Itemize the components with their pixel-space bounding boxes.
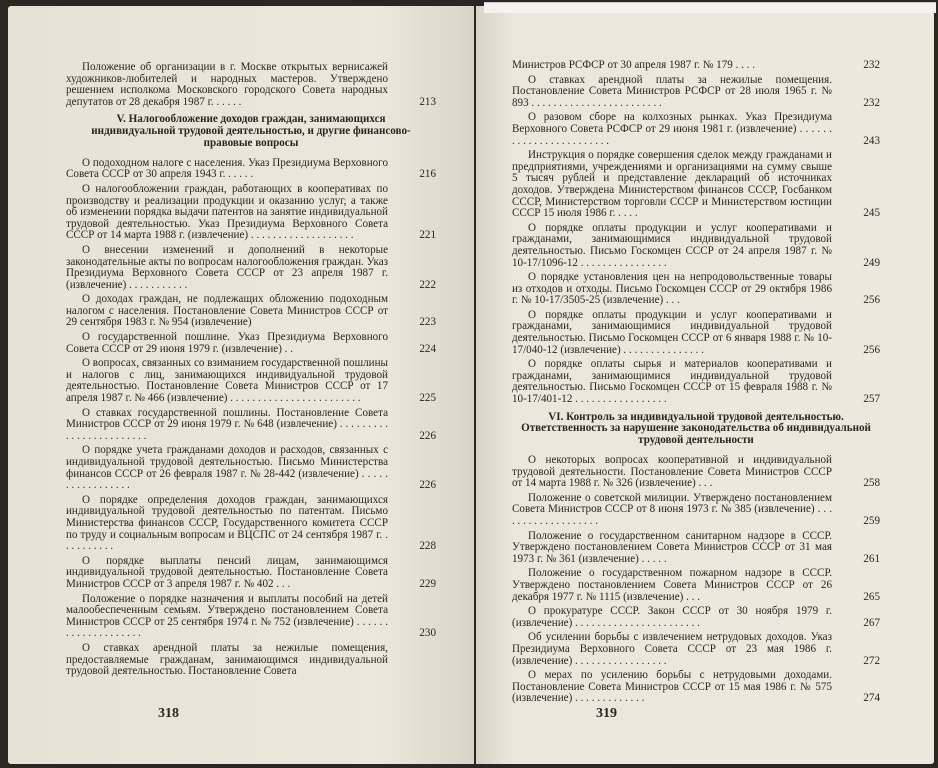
toc-entry xyxy=(512,670,880,705)
toc-entry-page: 216 xyxy=(419,168,436,181)
section-title-vi: VI. Контроль за индивидуальной трудовой деятельностью. Ответственность за нарушение законодательства об индивидуальной трудовой деятельности xyxy=(521,410,871,447)
left-page xyxy=(8,6,474,764)
toc-entry-page: 223 xyxy=(419,316,436,329)
toc-entry xyxy=(66,408,436,443)
toc-entry-text: О порядке определения доходов граждан, занимающихся индивидуальной трудовой деятельностью по патентам. Письмо Министерства финансов СССР, Государственного комитета СССР по труду и социальным вопросам и ВЦСПС от 24 сентября 1987 г. . . . . . . . . . . xyxy=(66,493,388,553)
left-page-contents xyxy=(66,62,436,681)
toc-entry-page: 272 xyxy=(863,654,880,667)
toc-entry-page: 245 xyxy=(863,207,880,220)
toc-entry-page: 256 xyxy=(863,343,880,356)
toc-entry-text: О некоторых вопросах кооперативной и индивидуальной трудовой деятельности. Постановление Совета Министров СССР от 14 марта 1988 г. № 326 (извлечение) . . . xyxy=(512,454,832,490)
toc-entry-text: О порядке учета гражданами доходов и расходов, связанных с индивидуальной трудовой деятельностью. Письмо Министерства финансов СССР от 26 февраля 1987 г. № 28-442 (извлечение) . . . . . . . . . . . . . . . . . xyxy=(66,444,388,492)
toc-entry-page: 226 xyxy=(419,479,436,492)
toc-entry-page: 230 xyxy=(419,627,436,640)
toc-entry-page: 257 xyxy=(863,393,880,406)
toc-entry-page: 229 xyxy=(419,577,436,590)
toc-entry-page: 226 xyxy=(419,429,436,442)
toc-entry xyxy=(512,112,880,147)
toc-entry xyxy=(66,556,436,591)
toc-entry xyxy=(512,568,880,603)
toc-entry xyxy=(512,60,880,72)
toc-entry-page: 232 xyxy=(863,59,880,71)
toc-entry xyxy=(512,150,880,220)
toc-entry-text: О налогообложении граждан, работающих в кооперативах по производству и реализации продукции и оказанию услуг, а также об изменении порядка выдачи патентов на занятие индивидуальной трудовой деятельностью. Указ Президиума Верховного Совета СССР от 14 марта 1988 г. (извлечение) . . . . . . . . . . . . . . . . . . . xyxy=(66,182,388,242)
toc-entry-text: О ставках арендной платы за нежилые помещения, предоставляемые гражданам, занимающимся индивидуальной трудовой деятельностью. Постановление Совета xyxy=(66,641,388,678)
toc-entry-text: О порядке оплаты сырья и материалов кооперативами и гражданами, занимающимися индивидуальной трудовой деятельностью. Письмо Госкомцен СССР от 15 февраля 1988 г. № 10-17/401-12 . . . . . . . . . . . . . . . . . xyxy=(512,358,832,406)
toc-entry-page: 228 xyxy=(419,540,436,553)
toc-entry-text: О прокуратуре СССР. Закон СССР от 30 ноября 1979 г. (извлечение) . . . . . . . . . . . . . . . . . . . . . . . xyxy=(512,605,832,629)
toc-entry xyxy=(512,493,880,528)
toc-entry-text: О порядке оплаты продукции и услуг кооперативами и гражданами, занимающимися индивидуальной трудовой деятельностью. Письмо Госкомцен СССР от 24 апреля 1987 г. № 10-17/1096-12 . . . . . . . . . . . . . . . . xyxy=(512,221,832,269)
toc-entry-text: Положение об организации в г. Москве открытых вернисажей художников-любителей и народных мастеров. Утверждено решением исполкома Московского городского Совета народных депутатов от 28 декабря 1987 г. . . . . . xyxy=(66,61,388,108)
toc-entry xyxy=(66,62,436,108)
toc-entry xyxy=(512,606,880,629)
toc-entry-page: 274 xyxy=(863,692,880,705)
right-page xyxy=(476,6,934,764)
toc-entry-text: О государственной пошлине. Указ Президиума Верховного Совета СССР от 29 июня 1979 г. (извлечение) . . xyxy=(66,331,388,355)
toc-entry-text: Положение о государственном санитарном надзоре в СССР. Утверждено постановлением Совета Министров СССР от 31 мая 1973 г. № 361 (извлечение) . . . . . xyxy=(512,529,832,565)
page-number: 319 xyxy=(596,706,617,721)
toc-entry-text: Положение о советской милиции. Утверждено постановлением Совета Министров СССР от 8 июня 1973 г. № 385 (извлечение) . . . . . . . . . . . . . . . . . . . xyxy=(512,491,832,527)
toc-entry xyxy=(512,531,880,566)
toc-entry xyxy=(66,184,436,242)
toc-entry-page: 249 xyxy=(863,256,880,269)
toc-entry xyxy=(66,245,436,291)
toc-entry xyxy=(512,310,880,356)
toc-entry xyxy=(512,359,880,405)
toc-entry xyxy=(66,158,436,181)
toc-entry-text: О ставках арендной платы за нежилые помещения. Постановление Совета Министров РСФСР от 28 июля 1965 г. № 893 . . . . . . . . . . . . . . . . . . . . . . . . xyxy=(512,73,832,109)
toc-entry xyxy=(66,495,436,553)
toc-entry xyxy=(512,223,880,269)
toc-entry xyxy=(66,643,436,678)
toc-entry-page: 258 xyxy=(863,477,880,490)
toc-entry-page: 243 xyxy=(863,134,880,147)
toc-entry-text: О порядке установления цен на непродовольственные товары из отходов и отходы. Письмо Госкомцен СССР от 29 октября 1986 г. № 10-17/3505-25 (извлечение) . . . xyxy=(512,271,832,307)
right-page-contents xyxy=(512,60,880,708)
toc-entry-text: О порядке оплаты продукции и услуг кооперативами и гражданами, занимающимися индивидуальной трудовой деятельностью. Письмо Госкомцен СССР от 6 января 1988 г. № 10-17/040-12 (извлечение) . . . . . . . . . . . . . . . xyxy=(512,308,832,356)
toc-entry-page: 267 xyxy=(863,616,880,629)
toc-entry-text: Положение о порядке назначения и выплаты пособий на детей малообеспеченным семьям. Утверждено постановлением Совета Министров СССР от 25 сентября 1974 г. № 752 (извлечение) . . . . . . . . . . . . . . . . . . . . xyxy=(66,592,388,640)
toc-entry-text: О внесении изменений и дополнений в некоторые законодательные акты по вопросам налогообложения граждан. Указ Президиума Верховного Совета СССР от 23 апреля 1987 г. (извлечение) . . . . . . . . . . . xyxy=(66,243,388,291)
toc-entry-text: О доходах граждан, не подлежащих обложению подоходным налогом с населения. Постановление Совета Министров СССР от 29 сентября 1983 г. № 954 (извлечение) xyxy=(66,293,388,329)
toc-entry-text: О мерах по усилению борьбы с нетрудовыми доходами. Постановление Совета Министров СССР от 15 мая 1986 г. № 575 (извлечение) . . . . . . . . . . . . . xyxy=(512,669,832,705)
toc-entry xyxy=(512,272,880,307)
toc-entry-text: О подоходном налоге с населения. Указ Президиума Верховного Совета СССР от 30 апреля 1943 г. . . . . . xyxy=(66,156,388,181)
toc-entry-page: 213 xyxy=(419,95,436,108)
toc-entry xyxy=(512,632,880,667)
toc-entry-text: О порядке выплаты пенсий лицам, занимающимся индивидуальной трудовой деятельностью. Постановление Совета Министров СССР от 3 апреля 1987 г. № 402 . . . xyxy=(66,554,388,590)
toc-entry xyxy=(66,358,436,404)
toc-entry-text: Инструкция о порядке совершения сделок между гражданами и предприятиями, учреждениями и организациями на сумму свыше 5 тысяч рублей и представление деклараций об источниках доходов. Утверждена Министерством финансов СССР, Госбанком СССР, Министерством торговли СССР и Министерством юстиции СССР 15 июля 1986 г. . . . . xyxy=(512,149,832,220)
toc-entry-page: 225 xyxy=(419,392,436,405)
toc-entry-text: Положение о государственном пожарном надзоре в СССР. Утверждено постановлением Совета Министров СССР от 26 декабря 1977 г. № 1115 (извлечение) . . . xyxy=(512,567,832,603)
toc-entry-text: О разовом сборе на колхозных рынках. Указ Президиума Верховного Совета РСФСР от 29 июня 1981 г. (извлечение) . . . . . . . . . . . . . . . . . . . . . . . . xyxy=(512,111,832,147)
toc-entry-page: 259 xyxy=(863,514,880,527)
toc-entry-text: О вопросах, связанных со взиманием государственной пошлины и налогов с лиц, занимающихся индивидуальной трудовой деятельностью. Постановление Совета Министров СССР от 17 апреля 1987 г. № 466 (извлечение) . . . . . . . . . . . . . . . . . . . . . . . . xyxy=(66,357,388,405)
toc-entry xyxy=(66,445,436,491)
toc-entry xyxy=(66,332,436,355)
toc-entry-page: 232 xyxy=(863,96,880,109)
toc-entry-page: 224 xyxy=(419,342,436,355)
page-number: 318 xyxy=(158,706,179,721)
toc-entry-page: 265 xyxy=(863,590,880,603)
toc-entry xyxy=(512,455,880,490)
toc-entry-text: Министров РСФСР от 30 апреля 1987 г. № 179 . . . . xyxy=(512,59,755,71)
toc-entry xyxy=(66,294,436,329)
toc-entry-page: 261 xyxy=(863,552,880,565)
section-title-v: V. Налогообложение доходов граждан, занимающихся индивидуальной трудовой деятельностью, и другие финансово-правовые вопросы xyxy=(91,113,411,149)
toc-entry-page: 222 xyxy=(419,278,436,291)
toc-entry xyxy=(66,594,436,640)
toc-entry xyxy=(512,75,880,110)
toc-entry-page: 256 xyxy=(863,294,880,307)
toc-entry-text: Об усилении борьбы с извлечением нетрудовых доходов. Указ Президиума Верховного Совета СССР от 23 мая 1986 г. (извлечение) . . . . . . . . . . . . . . . . . xyxy=(512,631,832,667)
toc-entry-page: 221 xyxy=(419,229,436,242)
toc-entry-text: О ставках государственной пошлины. Постановление Совета Министров СССР от 29 июня 1979 г. № 648 (извлечение) . . . . . . . . . . . . . . . . . . . . . . . . xyxy=(66,406,388,442)
